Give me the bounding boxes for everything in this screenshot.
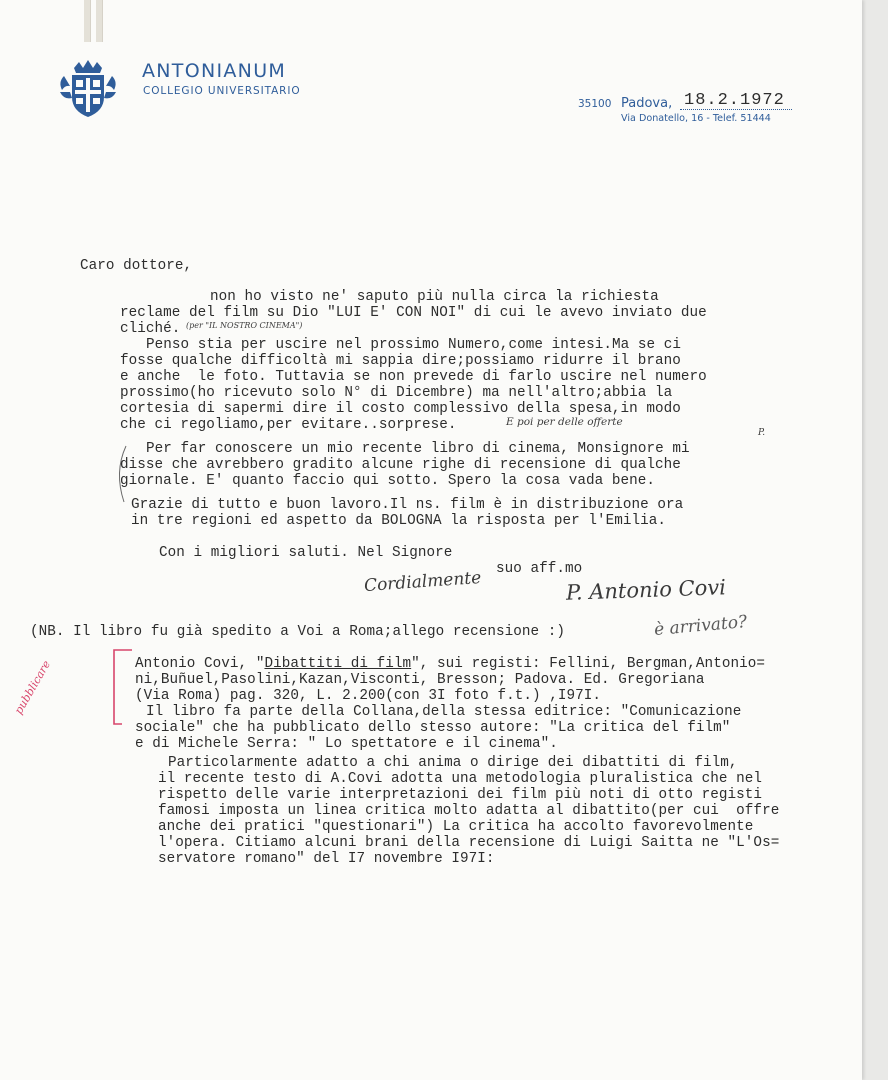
- margin-note: pubblicare: [12, 658, 54, 717]
- staple-mark: [96, 0, 103, 42]
- address: Via Donatello, 16 - Telef. 51444: [621, 113, 771, 124]
- review-line: [135, 657, 765, 671]
- review-line: sociale" che ha pubblicato dello stesso autore: "La critica del film": [135, 720, 731, 736]
- body-line: reclame del film su Dio "LUI E' CON NOI" di cui le avevo inviato due: [120, 305, 707, 321]
- body-line: cortesia di sapermi dire il costo complessivo della spesa,in modo: [120, 401, 681, 417]
- review-line-suffix: ", sui registi: Fellini, Bergman,Antonio=: [411, 656, 765, 672]
- handwritten-initial: P.: [758, 428, 766, 438]
- nb-line: (NB. Il libro fu già spedito a Voi a Roma;allego recensione :): [30, 624, 566, 640]
- review-line: l'opera. Citiamo alcuni brani della recensione di Luigi Saitta ne "L'Os=: [158, 835, 780, 851]
- handwritten-closing: Cordialmente: [363, 567, 482, 597]
- body-line: che ci regoliamo,per evitare..sorprese.: [120, 417, 457, 433]
- institution-name: ANTONIANUM: [142, 60, 287, 82]
- review-line: anche dei pratici "questionari") La critica ha accolto favorevolmente: [158, 819, 754, 835]
- city: Padova,: [621, 96, 673, 111]
- letter-date: 18.2.1972: [684, 91, 785, 110]
- body-line: giornale. E' quanto faccio qui sotto. Spero la cosa vada bene.: [120, 473, 656, 489]
- handwritten-arrived-note: è arrivato?: [653, 611, 748, 641]
- review-line: rispetto delle varie interpretazioni dei film più noti di otto registi: [158, 787, 763, 803]
- institution-subtitle: COLLEGIO UNIVERSITARIO: [143, 85, 301, 97]
- body-line: disse che avrebbero gradito alcune righe di recensione di qualche: [120, 457, 681, 473]
- closing-line: Con i migliori saluti. Nel Signore: [159, 545, 453, 561]
- closing-line: suo aff.mo: [496, 561, 583, 577]
- body-line: fosse qualche difficoltà mi sappia dire;possiamo ridurre il brano: [120, 353, 681, 369]
- margin-bracket: [100, 648, 136, 728]
- handwritten-cliche-note: (per "IL NOSTRO CINEMA"): [186, 321, 303, 330]
- body-line: Per far conoscere un mio recente libro di cinema, Monsignore mi: [146, 441, 690, 457]
- book-title: Dibattiti di film: [264, 656, 412, 672]
- review-line: (Via Roma) pag. 320, L. 2.200(con 3I foto f.t.) ,I97I.: [135, 688, 601, 704]
- body-line: e anche le foto. Tuttavia se non prevede di farlo uscire nel numero: [120, 369, 707, 385]
- staple-mark: [84, 0, 91, 42]
- handwritten-offer-note: E poi per delle offerte: [506, 416, 623, 428]
- postcode: 35100: [578, 98, 612, 110]
- body-line: cliché.: [120, 321, 181, 337]
- date-dotted-line: [680, 109, 792, 110]
- review-line: e di Michele Serra: " Lo spettatore e il cinema".: [135, 736, 558, 752]
- review-line-prefix: Antonio Covi, ": [135, 656, 265, 672]
- crest-logo-icon: [56, 58, 120, 122]
- body-line: in tre regioni ed aspetto da BOLOGNA la risposta per l'Emilia.: [131, 513, 667, 529]
- body-line: non ho visto ne' saputo più nulla circa la richiesta: [210, 289, 659, 305]
- salutation: Caro dottore,: [80, 258, 193, 274]
- review-line: Il libro fa parte della Collana,della stessa editrice: "Comunicazione: [146, 704, 742, 720]
- review-line: servatore romano" del I7 novembre I97I:: [158, 851, 495, 867]
- review-line: Particolarmente adatto a chi anima o dirige dei dibattiti di film,: [168, 755, 738, 771]
- review-line: famosi imposta un linea critica molto adatta al dibattito(per cui offre: [158, 803, 780, 819]
- body-line: Penso stia per uscire nel prossimo Numero,come intesi.Ma se ci: [146, 337, 682, 353]
- body-line: prossimo(ho ricevuto solo N° di Dicembre) ma nell'altro;abbia la: [120, 385, 673, 401]
- review-line: ni,Buñuel,Pasolini,Kazan,Visconti, Bresson; Padova. Ed. Gregoriana: [135, 672, 705, 688]
- body-line: Grazie di tutto e buon lavoro.Il ns. film è in distribuzione ora: [131, 497, 684, 513]
- review-line: il recente testo di A.Covi adotta una metodologia pluralistica che nel: [158, 771, 763, 787]
- signature: P. Antonio Covi: [565, 575, 727, 605]
